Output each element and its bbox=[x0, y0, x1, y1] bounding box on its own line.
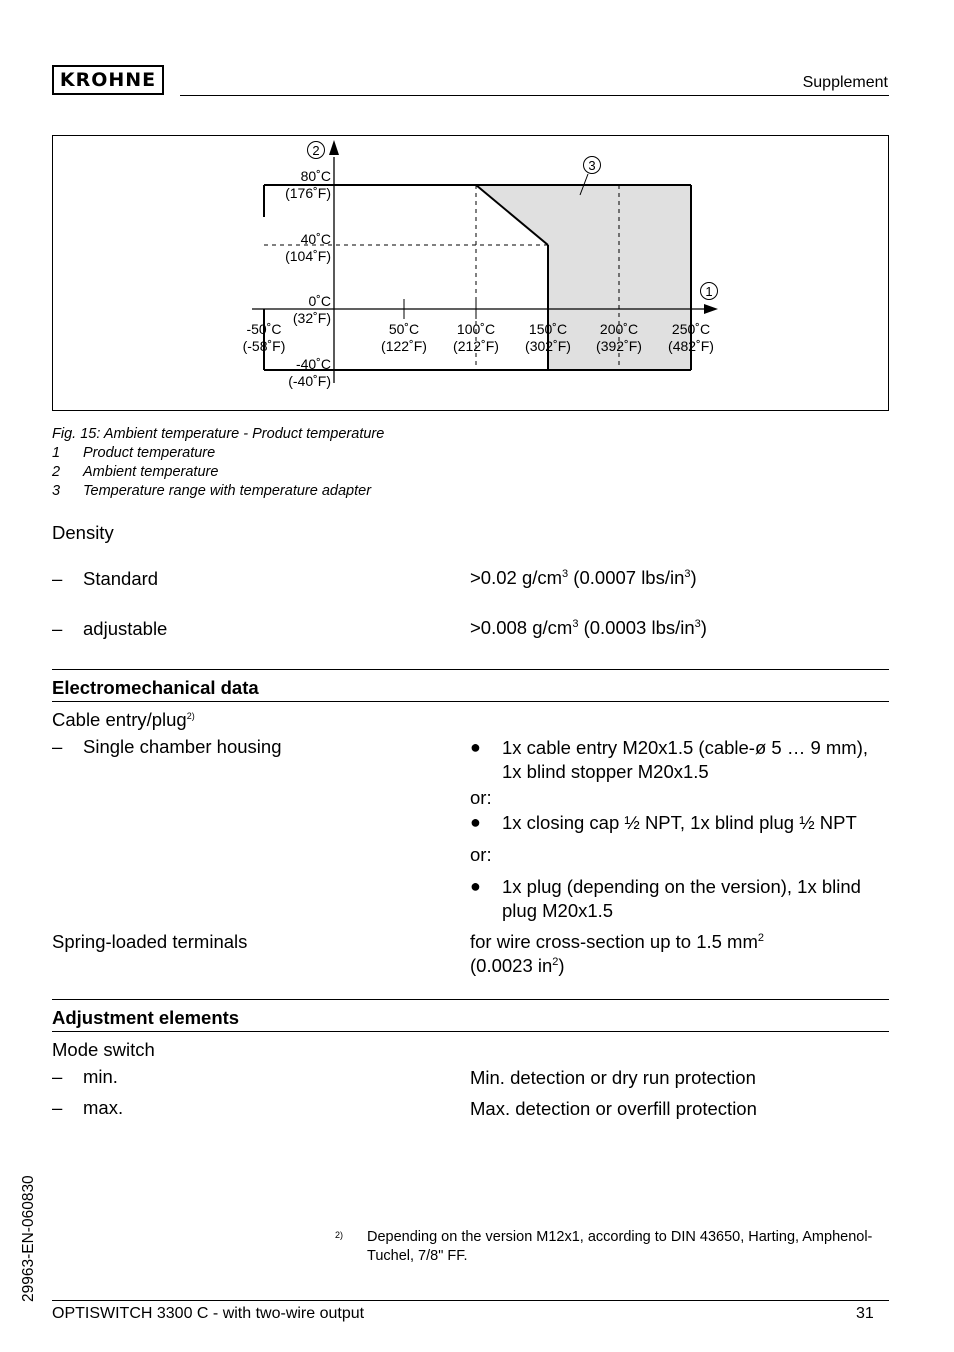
marker-1: 1 bbox=[705, 284, 713, 299]
x-tick-302f: (302˚F) bbox=[525, 338, 571, 354]
x-tick-50c: 50˚C bbox=[388, 321, 420, 337]
housing-label: Single chamber housing bbox=[83, 736, 282, 757]
density-adjustable-value: >0.008 $g/cm^3$ (0.0003 lbs/$in^3$) bbox=[470, 617, 707, 638]
legend-num-3: 3 bbox=[52, 483, 61, 499]
cable-option-1: 1x cable entry M20x1.5 (cable-ø 5 … 9 mm), 1x blind stopper M20x1.5 bbox=[502, 737, 869, 782]
y-tick-32f: (32˚F) bbox=[292, 310, 331, 326]
max-value: Max. detection or overfill protection bbox=[470, 1098, 757, 1119]
footnote-mark: 2) bbox=[335, 1230, 344, 1240]
legend-num-2: 2 bbox=[52, 464, 61, 480]
y-tick-m40f: (-40˚F) bbox=[288, 373, 331, 389]
header-section: Supplement bbox=[802, 74, 888, 91]
density-standard-label: Standard bbox=[83, 568, 159, 589]
mode-switch-label: Mode switch bbox=[52, 1039, 155, 1060]
or-2: or: bbox=[470, 844, 492, 865]
y-tick-176f: (176˚F) bbox=[285, 185, 331, 201]
terminals-value: for wire cross-section up to 1.5 $mm^2$ (0.0023 $in^2$) bbox=[470, 931, 764, 976]
marker-3: 3 bbox=[588, 158, 596, 173]
footnote-text: Depending on the version M12x1, according to DIN 43650, Harting, Amphenol-Tuchel, 7/8" FF. bbox=[367, 1229, 873, 1264]
x-tick-m50c: -50˚C bbox=[246, 321, 282, 337]
x-tick-392f: (392˚F) bbox=[596, 338, 642, 354]
y-tick-0c: 0˚C bbox=[308, 293, 331, 309]
min-label: min. bbox=[83, 1066, 118, 1087]
page-number: 31 bbox=[856, 1305, 874, 1322]
y-axis-arrow bbox=[329, 140, 339, 155]
min-value: Min. detection or dry run protection bbox=[470, 1067, 756, 1088]
dash: – bbox=[52, 736, 63, 757]
cable-entry-label: Cable entry/plug$^{2)}$ bbox=[52, 709, 195, 730]
dash: – bbox=[52, 1097, 63, 1118]
dash: – bbox=[52, 618, 63, 639]
y-tick-m40c: -40˚C bbox=[295, 356, 331, 372]
density-title: Density bbox=[52, 522, 114, 543]
temperature-diagram bbox=[52, 135, 889, 411]
y-tick-40c: 40˚C bbox=[300, 231, 331, 247]
section-rule bbox=[52, 999, 889, 1000]
krohne-logo: KROHNE bbox=[52, 65, 164, 95]
bullet: ● bbox=[470, 876, 481, 896]
bullet: ● bbox=[470, 812, 481, 832]
x-tick-212f: (212˚F) bbox=[453, 338, 499, 354]
dash: – bbox=[52, 1066, 63, 1087]
footer-product: OPTISWITCH 3300 C - with two-wire output bbox=[52, 1305, 365, 1322]
document-id: 29963-EN-060830 bbox=[20, 1175, 37, 1302]
marker-2: 2 bbox=[312, 143, 320, 158]
section-rule bbox=[52, 701, 889, 702]
x-tick-m58f: (-58˚F) bbox=[242, 338, 286, 354]
density-adjustable-label: adjustable bbox=[83, 618, 168, 639]
legend-text-1: Product temperature bbox=[83, 445, 216, 461]
max-label: max. bbox=[83, 1097, 124, 1118]
figure-caption: Fig. 15: Ambient temperature - Product temperature bbox=[52, 426, 385, 442]
density-standard-value: >0.02 $g/cm^3$ (0.0007 lbs/$in^3$) bbox=[470, 567, 697, 588]
section-rule bbox=[52, 669, 889, 670]
section-rule bbox=[52, 1031, 889, 1032]
x-tick-200c: 200˚C bbox=[599, 321, 639, 337]
footer-rule bbox=[52, 1300, 889, 1301]
cable-option-3: 1x plug (depending on the version), 1x blind plug M20x1.5 bbox=[502, 876, 861, 921]
x-tick-100c: 100˚C bbox=[456, 321, 496, 337]
x-tick-250c: 250˚C bbox=[671, 321, 711, 337]
section-title-electromechanical: Electromechanical data bbox=[52, 677, 259, 698]
section-title-adjustment: Adjustment elements bbox=[52, 1007, 240, 1028]
legend-text-2: Ambient temperature bbox=[83, 464, 219, 480]
bullet: ● bbox=[470, 737, 481, 757]
x-axis-arrow bbox=[704, 304, 718, 314]
x-tick-150c: 150˚C bbox=[528, 321, 568, 337]
legend-text-3: Temperature range with temperature adapter bbox=[83, 483, 372, 499]
x-tick-122f: (122˚F) bbox=[381, 338, 427, 354]
legend-num-1: 1 bbox=[52, 445, 61, 461]
terminals-label: Spring-loaded terminals bbox=[52, 931, 248, 952]
cable-option-2: 1x closing cap ½ NPT, 1x blind plug ½ NPT bbox=[502, 812, 857, 833]
dash: – bbox=[52, 568, 63, 589]
x-tick-482f: (482˚F) bbox=[668, 338, 714, 354]
or-1: or: bbox=[470, 787, 492, 808]
header-rule bbox=[180, 95, 889, 96]
y-tick-80c: 80˚C bbox=[300, 168, 331, 184]
y-tick-104f: (104˚F) bbox=[285, 248, 331, 264]
